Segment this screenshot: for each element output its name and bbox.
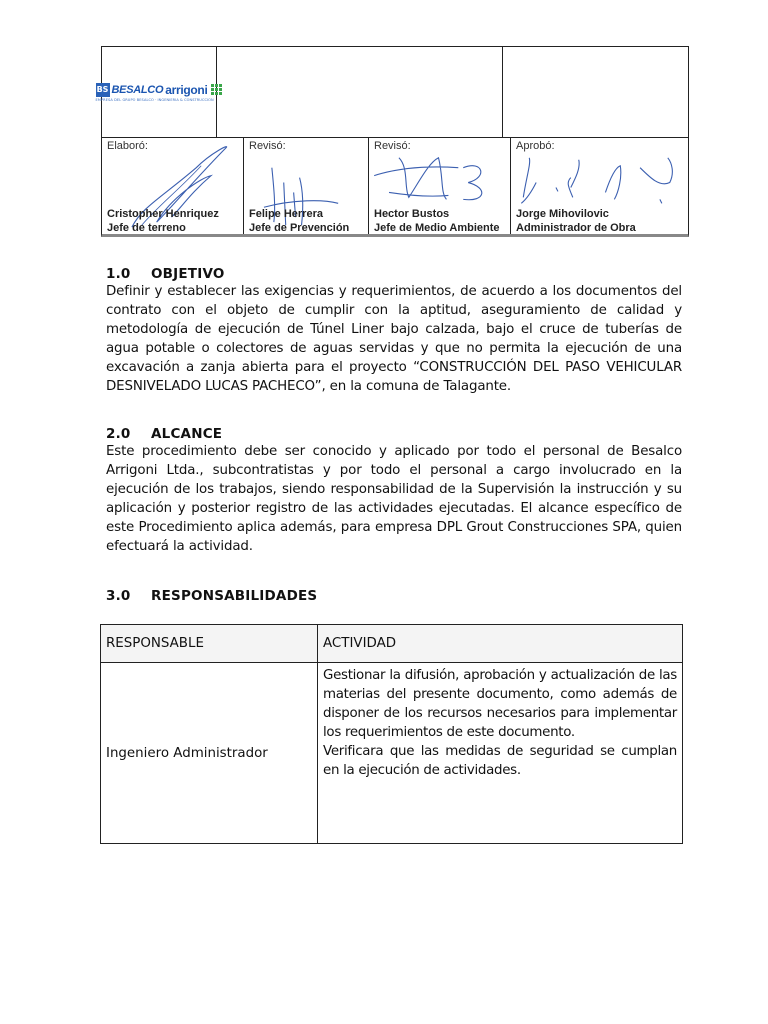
document-header [95,46,689,138]
actividad-cell [318,663,683,844]
sig-role: Revisó: [249,140,286,152]
responsable-cell: Ingeniero Administrador [101,663,318,844]
sig-name: Felipe Herrera [249,208,323,220]
section-heading [106,588,682,604]
sig-title: Jefe de terreno [107,222,186,234]
logo-cell [95,47,217,137]
section-number: 3.0 [106,588,131,604]
logo-tagline: EMPRESA DEL GRUPO BESALCO · INGENIERIA & CONSTRUCCION [95,97,214,102]
sig-title: Jefe de Medio Ambiente [374,222,500,234]
section-objetivo [106,266,682,396]
sig-name: Cristopher Henriquez [107,208,219,220]
section-heading [106,426,682,442]
sig-title: Administrador de Obra [516,222,636,234]
logo-mark-icon: BS [96,83,110,97]
column-header: RESPONSABLE [101,625,318,663]
section-number: 1.0 [106,266,131,282]
sig-role: Revisó: [374,140,411,152]
table-row [101,663,683,844]
signature-block [101,138,689,237]
header-code-cell [503,47,688,137]
sig-name: Jorge Mihovilovic [516,208,609,220]
section-heading [106,266,682,282]
section-text: Este procedimiento debe ser conocido y aplicado por todo el personal de Besalco Arrigoni Ltda., subcontratistas y por todo el personal a cargo involucrado en la ejecución de los trabajos, siendo responsabilidad de la Supervisión la instrucción y su aplicación y posterior registro de las actividades ejecutadas. El alcance específico de este Procedimiento aplica además, para empresa DPL Grout Construcciones SPA, quien efectuará la actividad. [106,444,682,554]
signature-cell-aprobo [511,138,688,234]
sig-title: Jefe de Prevención [249,222,350,234]
logo-brand-b: arrigoni [165,82,208,97]
logo-brand-a: BESALCO [111,83,164,96]
sig-role: Aprobó: [516,140,555,152]
sig-name: Hector Bustos [374,208,450,220]
column-header: ACTIVIDAD [318,625,683,663]
company-logo [96,83,223,102]
header-title-cell [217,47,503,137]
responsibilities-table [100,624,683,844]
table-header-row [101,625,683,663]
signature-cell-reviso-1 [244,138,369,234]
section-title: ALCANCE [151,426,223,442]
actividad-text-1: Gestionar la difusión, aprobación y actualización de las materias del presente documento, como además de disponer de los recursos necesarios para implementar los requerimientos de este documento. [323,668,677,740]
section-text: Definir y establecer las exigencias y requerimientos, de acuerdo a los documentos del contrato con el objeto de cumplir con la aptitud, aseguramiento de calidad y metodología de ejecución de Túnel Liner bajo calzada, bajo el cruce de tuberías de agua potable o colectores de aguas servidas y que no permita la ejecución de una excavación a zanja abierta para el proyecto “CONSTRUCCIÓN DEL PASO VEHICULAR DESNIVELADO LUCAS PACHECO”, en la comuna de Talagante. [106,284,682,394]
sig-role: Elaboró: [107,140,148,152]
section-title: RESPONSABILIDADES [151,588,318,604]
section-number: 2.0 [106,426,131,442]
section-title: OBJETIVO [151,266,225,282]
signature-cell-elaboro [102,138,244,234]
section-alcance [106,426,682,556]
actividad-text-2: Verificara que las medidas de seguridad se cumplan en la ejecución de actividades. [323,744,677,778]
signature-cell-reviso-2 [369,138,511,234]
section-responsabilidades [106,588,682,604]
